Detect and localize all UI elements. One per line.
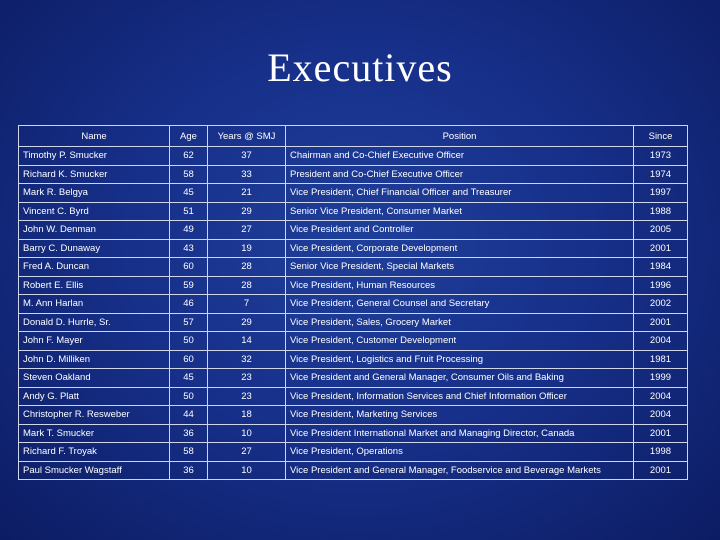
header-since: Since [634,126,688,147]
cell-position: Senior Vice President, Special Markets [286,258,634,277]
cell-age: 60 [170,350,208,369]
cell-years: 19 [208,239,286,258]
cell-since: 1984 [634,258,688,277]
table-row [19,443,688,462]
cell-name: Fred A. Duncan [19,258,170,277]
cell-age: 58 [170,443,208,462]
cell-since: 1973 [634,147,688,166]
table-body [19,147,688,480]
cell-name: M. Ann Harlan [19,295,170,314]
header-position: Position [286,126,634,147]
cell-position: Vice President, Customer Development [286,332,634,351]
cell-age: 50 [170,387,208,406]
cell-name: Andy G. Platt [19,387,170,406]
cell-position: Vice President, Sales, Grocery Market [286,313,634,332]
cell-age: 51 [170,202,208,221]
cell-years: 21 [208,184,286,203]
table-row [19,239,688,258]
cell-since: 1974 [634,165,688,184]
cell-years: 10 [208,424,286,443]
cell-name: Steven Oakland [19,369,170,388]
cell-age: 44 [170,406,208,425]
header-years: Years @ SMJ [208,126,286,147]
table-row [19,258,688,277]
cell-years: 27 [208,443,286,462]
cell-age: 46 [170,295,208,314]
table-header-row [19,126,688,147]
cell-years: 18 [208,406,286,425]
cell-since: 2005 [634,221,688,240]
cell-name: Richard K. Smucker [19,165,170,184]
cell-age: 45 [170,184,208,203]
header-name: Name [19,126,170,147]
cell-years: 10 [208,461,286,480]
cell-name: John W. Denman [19,221,170,240]
header-age: Age [170,126,208,147]
table-row [19,313,688,332]
cell-name: Mark R. Belgya [19,184,170,203]
cell-years: 28 [208,258,286,277]
cell-position: Chairman and Co-Chief Executive Officer [286,147,634,166]
cell-since: 1981 [634,350,688,369]
cell-position: Vice President, Chief Financial Officer and Treasurer [286,184,634,203]
table-row [19,202,688,221]
cell-years: 23 [208,369,286,388]
table-row [19,147,688,166]
cell-years: 28 [208,276,286,295]
cell-position: Vice President, Information Services and Chief Information Officer [286,387,634,406]
table-row [19,369,688,388]
cell-years: 37 [208,147,286,166]
cell-position: Senior Vice President, Consumer Market [286,202,634,221]
cell-age: 62 [170,147,208,166]
cell-years: 27 [208,221,286,240]
cell-age: 57 [170,313,208,332]
cell-name: Vincent C. Byrd [19,202,170,221]
executives-table [18,125,688,480]
cell-since: 1998 [634,443,688,462]
table-row [19,295,688,314]
cell-years: 23 [208,387,286,406]
cell-position: Vice President, General Counsel and Secretary [286,295,634,314]
cell-since: 2004 [634,406,688,425]
cell-age: 50 [170,332,208,351]
table-row [19,406,688,425]
table-row [19,461,688,480]
table-row [19,184,688,203]
cell-position: Vice President and General Manager, Foodservice and Beverage Markets [286,461,634,480]
table-row [19,332,688,351]
cell-position: Vice President, Logistics and Fruit Processing [286,350,634,369]
cell-years: 14 [208,332,286,351]
cell-age: 58 [170,165,208,184]
cell-age: 43 [170,239,208,258]
cell-name: Timothy P. Smucker [19,147,170,166]
cell-position: Vice President International Market and Managing Director, Canada [286,424,634,443]
table-row [19,424,688,443]
cell-since: 2001 [634,239,688,258]
cell-since: 1997 [634,184,688,203]
cell-since: 1988 [634,202,688,221]
cell-position: Vice President, Human Resources [286,276,634,295]
cell-name: Richard F. Troyak [19,443,170,462]
cell-years: 29 [208,313,286,332]
cell-position: Vice President, Corporate Development [286,239,634,258]
cell-since: 2001 [634,313,688,332]
cell-position: Vice President and General Manager, Consumer Oils and Baking [286,369,634,388]
cell-name: Mark T. Smucker [19,424,170,443]
cell-years: 29 [208,202,286,221]
cell-since: 2004 [634,387,688,406]
cell-years: 33 [208,165,286,184]
cell-name: Christopher R. Resweber [19,406,170,425]
cell-age: 36 [170,424,208,443]
cell-name: Paul Smucker Wagstaff [19,461,170,480]
cell-name: Robert E. Ellis [19,276,170,295]
cell-since: 2001 [634,424,688,443]
table-row [19,350,688,369]
cell-years: 32 [208,350,286,369]
cell-name: John F. Mayer [19,332,170,351]
cell-position: Vice President and Controller [286,221,634,240]
cell-since: 2004 [634,332,688,351]
cell-name: Barry C. Dunaway [19,239,170,258]
cell-age: 60 [170,258,208,277]
cell-name: Donald D. Hurrle, Sr. [19,313,170,332]
table-row [19,276,688,295]
cell-age: 59 [170,276,208,295]
cell-age: 36 [170,461,208,480]
cell-age: 49 [170,221,208,240]
cell-since: 2002 [634,295,688,314]
cell-since: 1999 [634,369,688,388]
table-row [19,165,688,184]
table-row [19,387,688,406]
cell-position: Vice President, Operations [286,443,634,462]
cell-since: 1996 [634,276,688,295]
slide-title: Executives [267,45,453,90]
cell-name: John D. Milliken [19,350,170,369]
cell-since: 2001 [634,461,688,480]
table-row [19,221,688,240]
cell-years: 7 [208,295,286,314]
cell-position: Vice President, Marketing Services [286,406,634,425]
cell-age: 45 [170,369,208,388]
cell-position: President and Co-Chief Executive Officer [286,165,634,184]
